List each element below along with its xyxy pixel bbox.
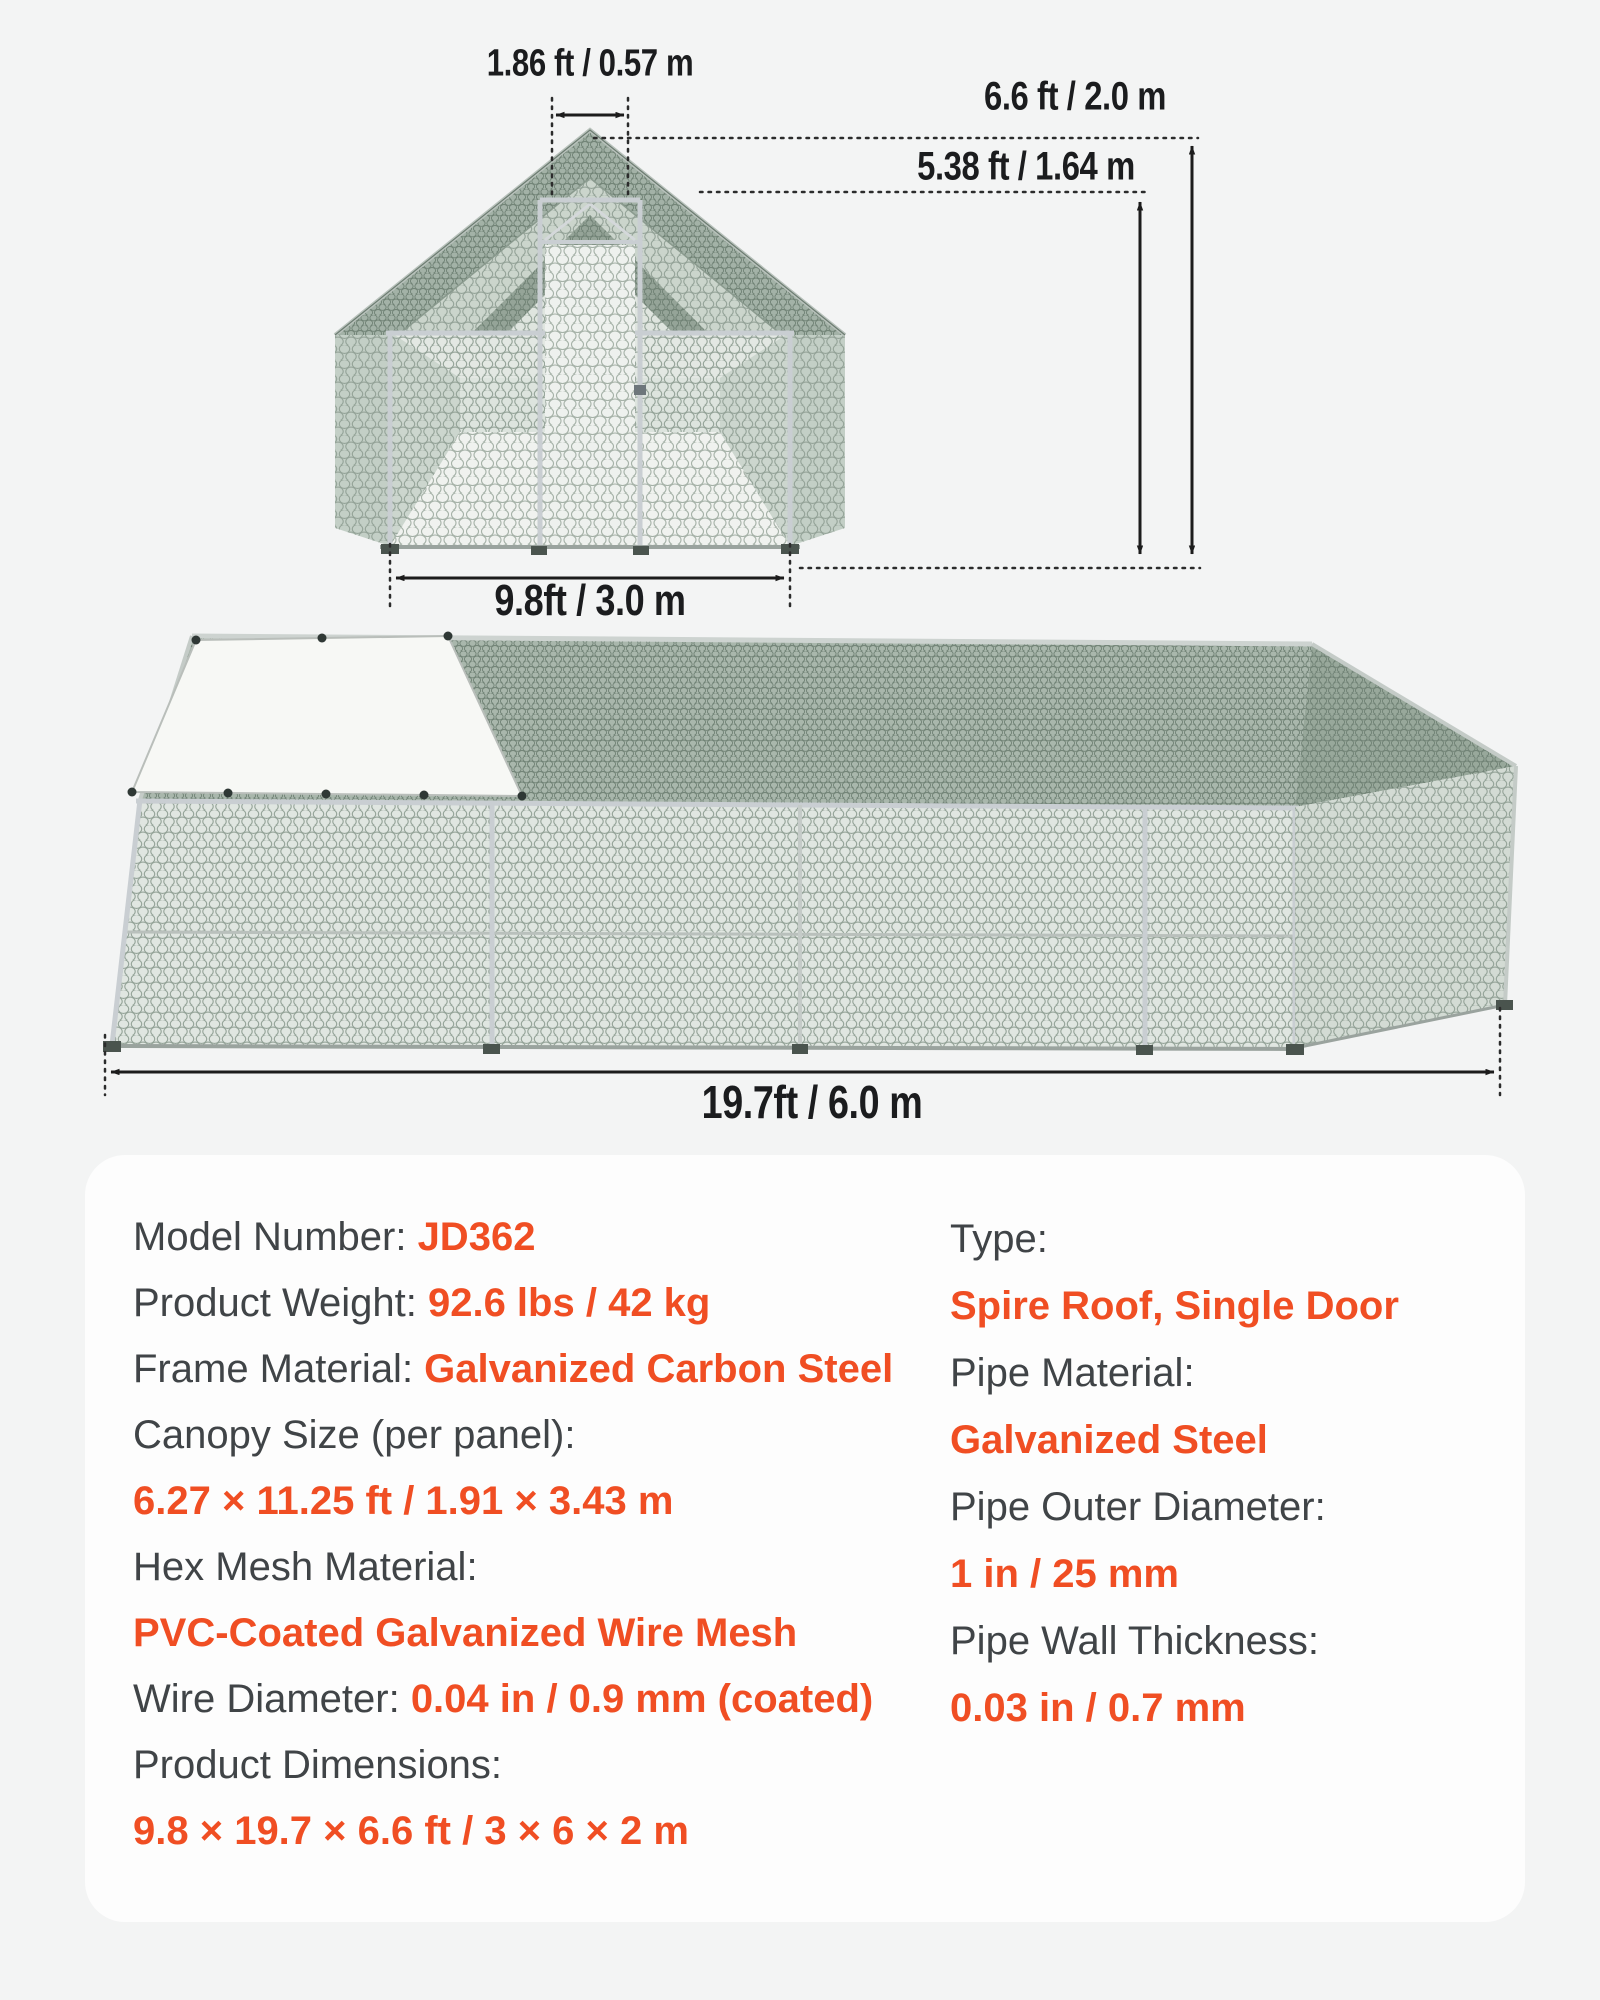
spec-label: Model Number: [133, 1215, 418, 1259]
front-door [540, 200, 646, 545]
front-view-diagram [335, 130, 845, 555]
spec-value: Spire Roof, Single Door [950, 1284, 1399, 1328]
spec-row-frame-material [133, 1345, 933, 1393]
spec-value: 0.03 in / 0.7 mm [950, 1686, 1246, 1730]
spec-value: 6.27 × 11.25 ft / 1.91 × 3.43 m [133, 1479, 674, 1523]
dim-label-eave-height: 5.38 ft / 1.64 m [917, 144, 1135, 189]
spec-row-type [950, 1215, 1510, 1330]
spec-label: Type: [950, 1217, 1048, 1261]
dim-label-total-height: 6.6 ft / 2.0 m [983, 74, 1167, 119]
spec-row-pipe-wall-thickness [950, 1617, 1510, 1732]
spec-value: 92.6 lbs / 42 kg [427, 1281, 711, 1325]
spec-label: Product Weight: [133, 1281, 428, 1325]
spec-column-left [133, 1155, 933, 1855]
spec-value: 9.8 × 19.7 × 6.6 ft / 3 × 6 × 2 m [133, 1809, 689, 1853]
spec-row-hex-mesh-material [133, 1543, 933, 1657]
spec-card [85, 1155, 1525, 1922]
spec-label: Product Dimensions: [133, 1743, 503, 1787]
spec-row-product-dimensions [133, 1741, 933, 1855]
spec-value: PVC-Coated Galvanized Wire Mesh [133, 1611, 798, 1655]
dim-label-top-width: 1.86 ft / 0.57 m [486, 42, 694, 85]
spec-label: Frame Material: [133, 1347, 425, 1391]
spec-value: Galvanized Steel [950, 1418, 1268, 1462]
spec-label: Hex Mesh Material: [133, 1545, 478, 1589]
spec-label: Canopy Size (per panel): [133, 1413, 576, 1457]
spec-value: 0.04 in / 0.9 mm (coated) [410, 1677, 874, 1721]
spec-label: Pipe Outer Diameter: [950, 1485, 1326, 1529]
dim-label-length: 19.7ft / 6.0 m [701, 1076, 923, 1128]
dim-label-front-width: 9.8ft / 3.0 m [494, 576, 686, 625]
perspective-view-diagram [103, 632, 1516, 1056]
spec-value: JD362 [417, 1215, 536, 1259]
spec-label: Wire Diameter: [133, 1677, 411, 1721]
spec-row-pipe-outer-diameter [950, 1483, 1510, 1598]
spec-row-product-weight [133, 1279, 933, 1327]
spec-label: Pipe Wall Thickness: [950, 1619, 1320, 1663]
spec-row-wire-diameter [133, 1675, 933, 1723]
spec-row-pipe-material [950, 1349, 1510, 1464]
spec-value: Galvanized Carbon Steel [424, 1347, 894, 1391]
spec-column-right [950, 1155, 1510, 1732]
spec-label: Pipe Material: [950, 1351, 1195, 1395]
spec-value: 1 in / 25 mm [950, 1552, 1179, 1596]
spec-row-canopy-size [133, 1411, 933, 1525]
spec-row-model-number [133, 1213, 933, 1261]
